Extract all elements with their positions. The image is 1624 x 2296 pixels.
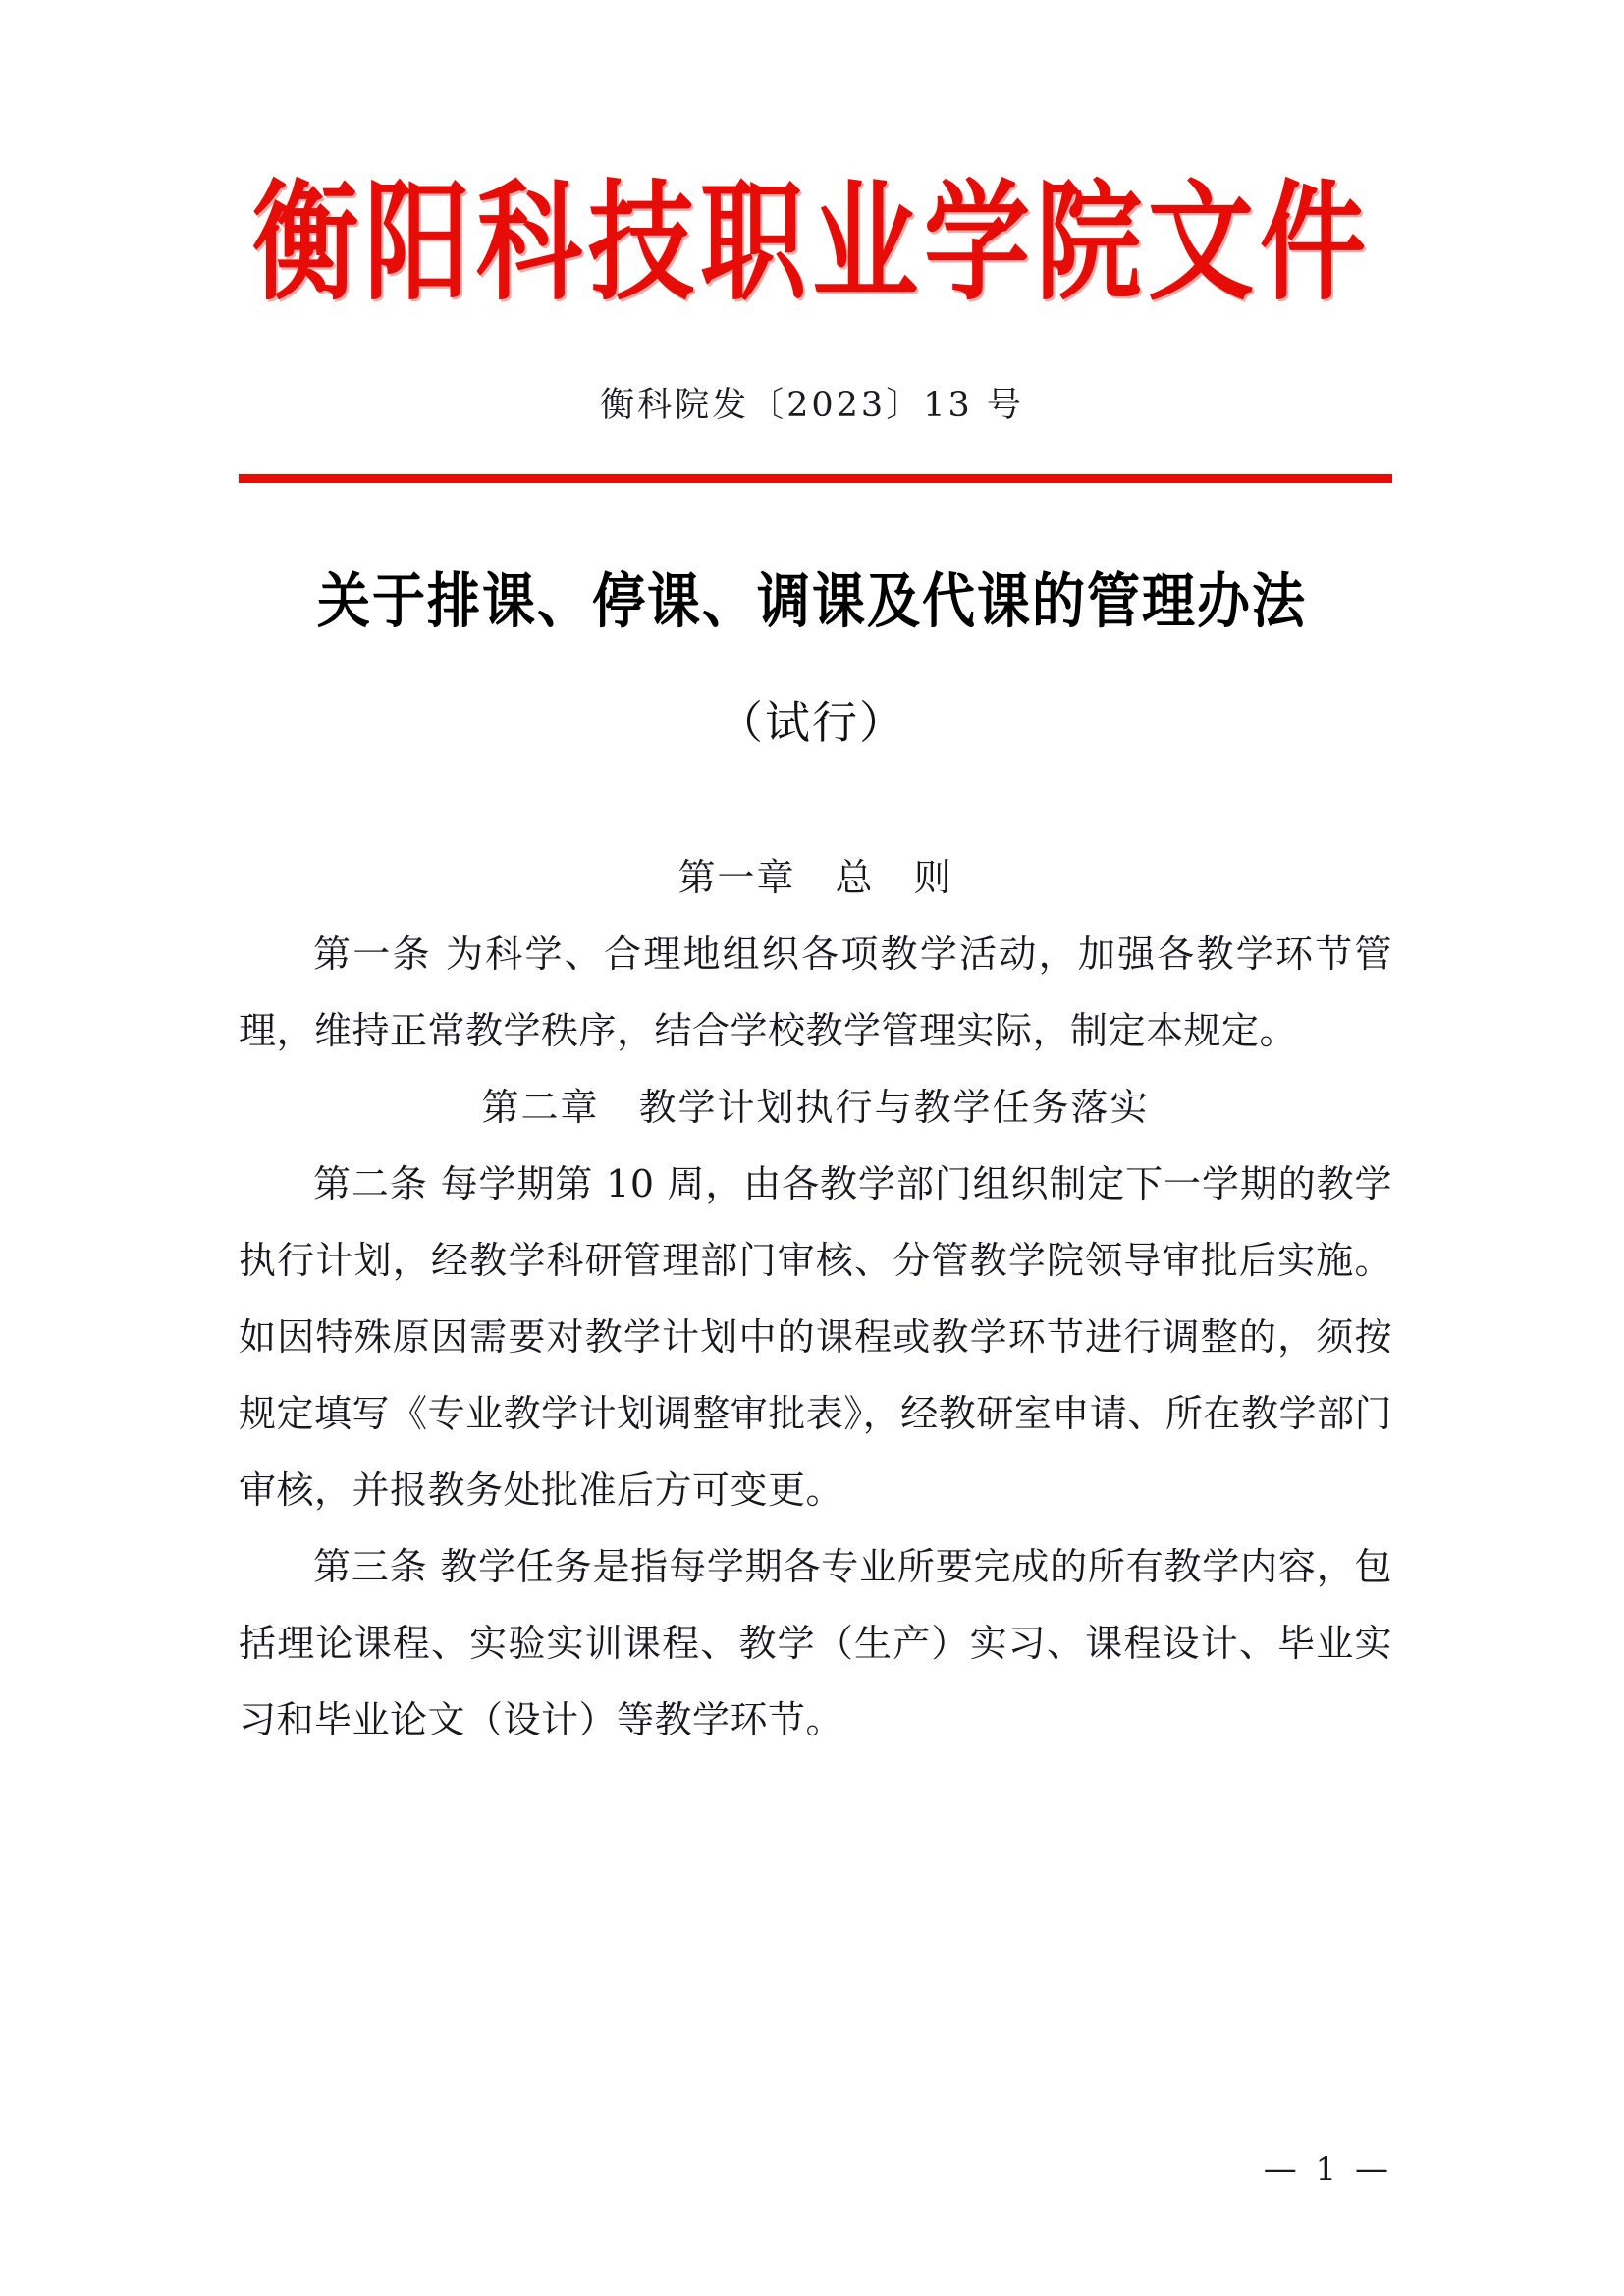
page-title: 关于排课、停课、调课及代课的管理办法: [317, 566, 1307, 636]
article-1-paragraph: 第一条 为科学、合理地组织各项教学活动，加强各教学环节管理，维持正常教学秩序，结合学校教学管理实际，制定本规定。: [239, 933, 1392, 1052]
page-subtitle: （试行）: [718, 696, 906, 749]
chapter-heading-2: 第二章 教学计划执行与教学任务落实: [481, 1086, 1150, 1129]
red-header-divider: [239, 474, 1392, 483]
article-3-paragraph: 第三条 教学任务是指每学期各专业所要完成的所有教学内容，包括理论课程、实验实训课程、教学（生产）实习、课程设计、毕业实习和毕业论文（设计）等教学环节。: [239, 1545, 1392, 1741]
masthead: [0, 168, 1624, 319]
document-body: [239, 839, 1392, 1758]
article-2-paragraph: 第二条 每学期第 10 周，由各教学部门组织制定下一学期的教学执行计划，经教学科研管理部门审核、分管教学院领导审批后实施。如因特殊原因需要对教学计划中的课程或教学环节进行调整的，须按规定填写《专业教学计划调整审批表》，经教研室申请、所在教学部门审核，并报教务处批准后方可变更。: [239, 1162, 1392, 1512]
document-number: 衡科院发〔2023〕13 号: [600, 386, 1024, 425]
institution-masthead-title: 衡阳科技职业学院文件: [251, 168, 1372, 319]
chapter-heading-1: 第一章 总 则: [677, 856, 953, 899]
page-number-footer: — 1 —: [1263, 2150, 1392, 2189]
